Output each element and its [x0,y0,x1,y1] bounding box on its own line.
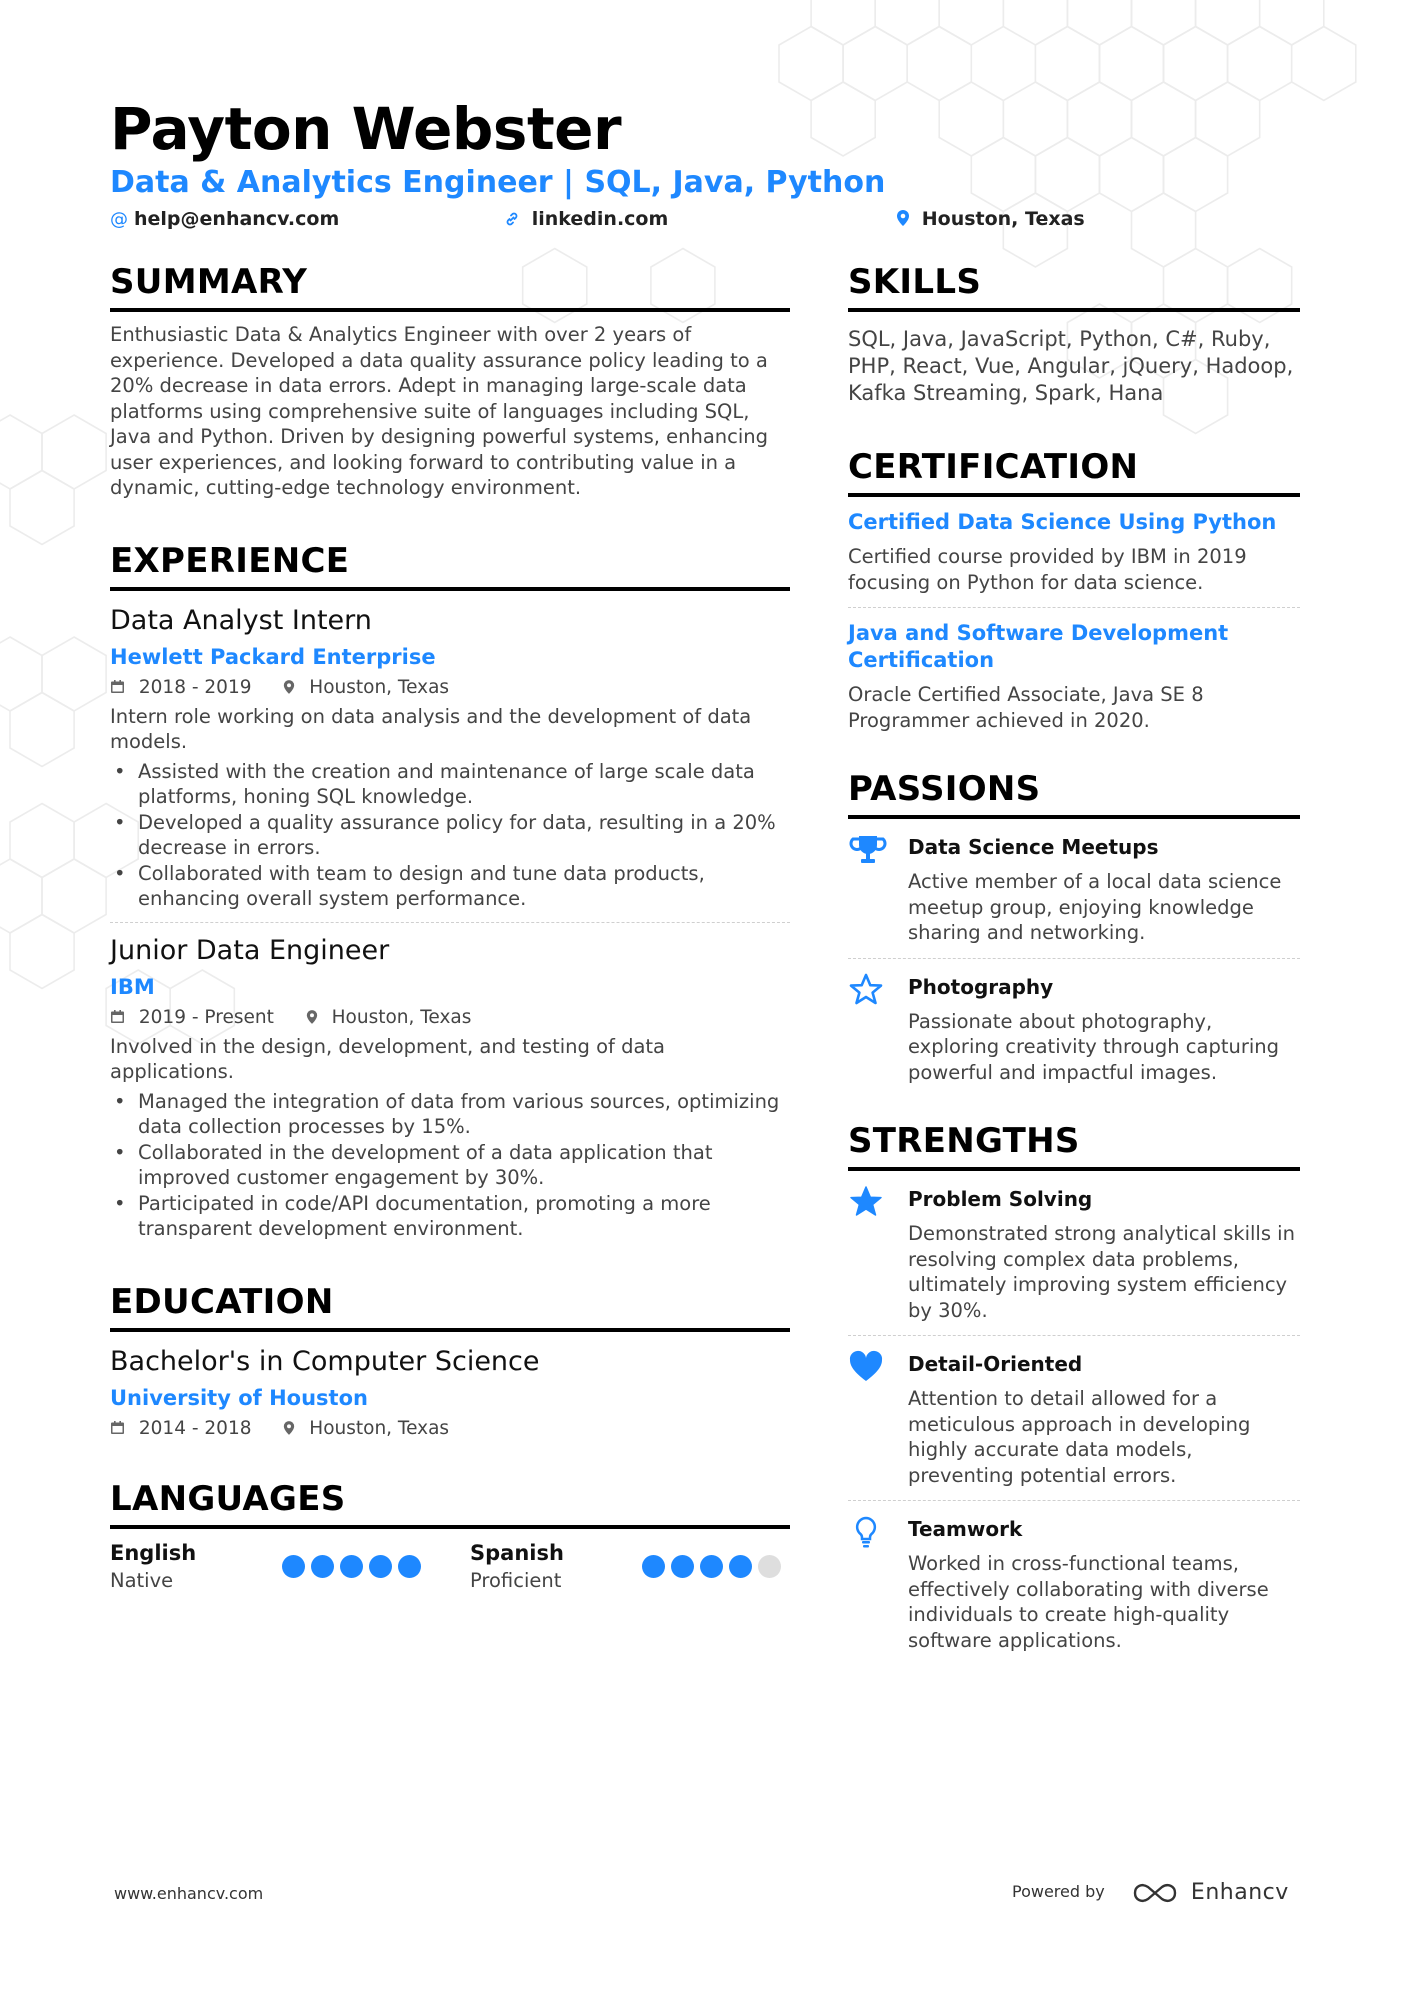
passion-description: Passionate about photography, exploring creativity through capturing powerful and impactful images. [908,1009,1279,1084]
language-name: English [110,1540,197,1565]
rating-dot-filled [642,1555,665,1578]
certification-title: Certified Data Science Using Python [848,510,1277,534]
candidate-name: Payton Webster [110,95,622,163]
skills-section [848,262,1300,407]
at-icon: @ [110,209,128,230]
map-pin-icon [278,677,302,698]
job-description: Intern role working on data analysis and the development of data models. [110,704,752,753]
passions-heading: PASSIONS [848,769,1300,819]
strengths-heading: STRENGTHS [848,1121,1300,1171]
strength-description: Worked in cross-functional teams, effectively collaborating with diverse individuals to create high-quality software applications. [908,1552,1269,1652]
language-name: Spanish [470,1540,564,1565]
brand-name: Enhancv [1190,1880,1289,1905]
language-item [110,1541,450,1592]
job-dates: 2019 - Present [138,1006,274,1028]
calendar-icon [110,1007,131,1028]
job-location: Houston, Texas [331,1006,472,1028]
certification-item [848,509,1300,595]
entry-divider [848,1335,1300,1336]
rating-dot-filled [369,1555,392,1578]
strength-item [848,1350,1300,1488]
candidate-title: Data & Analytics Engineer | SQL, Java, Python [110,165,886,200]
strengths-section [848,1121,1300,1653]
education-dates: 2014 - 2018 [138,1417,252,1439]
strength-description: Attention to detail allowed for a meticulous approach in developing highly accurate data models, preventing potential errors. [908,1387,1251,1487]
star-outline-icon [848,973,888,1007]
entry-divider [848,1500,1300,1501]
contact-linkedin[interactable] [504,208,668,230]
company-name[interactable]: Hewlett Packard Enterprise [110,644,436,669]
location-text: Houston, Texas [921,208,1085,230]
linkedin-text: linkedin.com [531,208,669,230]
job-bullet: • Managed the integration of data from various sources, optimizing data collection processes by 15%. [110,1089,790,1140]
passion-item [848,973,1300,1086]
job-title: Data Analyst Intern [110,604,372,636]
rating-dot-filled [311,1555,334,1578]
passion-title: Data Science Meetups [908,835,1159,859]
job-location: Houston, Texas [309,676,450,698]
language-rating [642,1555,787,1582]
entry-divider [848,607,1300,608]
job-bullet: • Assisted with the creation and maintenance of large scale data platforms, honing SQL knowledge. [110,759,790,810]
summary-section [110,262,790,501]
certification-section [848,447,1300,733]
certification-item [848,620,1300,733]
education-heading: EDUCATION [110,1282,790,1332]
link-icon [504,209,526,230]
job-bullet: • Participated in code/API documentation, promoting a more transparent development environment. [110,1191,790,1242]
job-entry [110,605,790,912]
email-text: help@enhancv.com [134,208,340,230]
certification-heading: CERTIFICATION [848,447,1300,497]
languages-section [110,1479,790,1601]
rating-dot-filled [671,1555,694,1578]
skills-heading: SKILLS [848,262,1300,312]
powered-by-label: Powered by [1012,1882,1105,1901]
job-bullets [110,1089,790,1242]
education-section [110,1282,790,1439]
lightbulb-icon [848,1515,888,1549]
passion-title: Photography [908,974,1054,999]
contact-bar [0,208,1410,236]
passion-description: Active member of a local data science meetup group, enjoying knowledge sharing and networking. [908,870,1282,944]
degree-title: Bachelor's in Computer Science [110,1345,540,1377]
certification-description: Oracle Certified Associate, Java SE 8 Programmer achieved in 2020. [848,683,1204,732]
skills-list: SQL, Java, JavaScript, Python, C#, Ruby, PHP, React, Vue, Angular, jQuery, Hadoop, Kafka Streaming, Spark, Hana [848,327,1294,405]
map-pin-icon [896,209,916,230]
rating-dot-filled [282,1555,305,1578]
job-bullets [110,759,790,912]
experience-heading: EXPERIENCE [110,541,790,591]
rating-dot-filled [729,1555,752,1578]
job-meta [110,1007,790,1028]
contact-email[interactable] [110,208,339,230]
contact-location [896,208,1085,230]
strength-title: Problem Solving [908,1187,1093,1211]
map-pin-icon [300,1007,324,1028]
strength-title: Detail-Oriented [908,1352,1083,1376]
languages-heading: LANGUAGES [110,1479,790,1529]
calendar-icon [110,1418,131,1439]
footer-branding[interactable] [1012,1880,1289,1905]
summary-heading: SUMMARY [110,262,790,312]
trophy-icon [848,833,888,867]
strength-item [848,1185,1300,1323]
enhancv-logo-icon [1132,1881,1178,1905]
job-entry [110,935,790,1242]
map-pin-icon [278,1418,302,1439]
heart-icon [848,1350,888,1384]
job-title: Junior Data Engineer [110,934,390,966]
star-filled-icon [848,1185,888,1219]
languages-row [110,1541,790,1601]
summary-text: Enthusiastic Data & Analytics Engineer with over 2 years of experience. Developed a data quality assurance policy leading to a 20% decrease in data errors. Adept in managing large-scale data platforms using comprehensive suite of languages including SQL, Java and Python. Driven by designing powerful systems, enhancing user experiences, and looking forward to contributing value in a dynamic, cutting-edge technology environment. [110,323,769,499]
entry-divider [848,958,1300,959]
certification-title: Java and Software Development Certification [848,621,1229,672]
strength-title: Teamwork [908,1517,1023,1541]
strength-item [848,1515,1300,1653]
job-meta [110,677,790,698]
left-column [110,262,790,1601]
experience-section [110,541,790,1242]
job-description: Involved in the design, development, and testing of data applications. [110,1034,666,1083]
certification-description: Certified course provided by IBM in 2019 focusing on Python for data science. [848,545,1247,594]
passions-section [848,769,1300,1085]
language-level: Native [110,1568,174,1592]
rating-dot-filled [700,1555,723,1578]
job-bullet: • Developed a quality assurance policy for data, resulting in a 20% decrease in errors. [110,810,790,861]
strength-description: Demonstrated strong analytical skills in resolving complex data problems, ultimately improving system efficiency by 30%. [908,1222,1295,1322]
entry-divider [110,922,790,923]
rating-dot-filled [340,1555,363,1578]
job-bullet: • Collaborated with team to design and tune data products, enhancing overall system performance. [110,861,790,912]
job-bullet: • Collaborated in the development of a data application that improved customer engagement by 30%. [110,1140,790,1191]
company-name[interactable]: IBM [110,974,155,999]
language-rating [282,1555,427,1582]
footer-website[interactable]: www.enhancv.com [114,1884,264,1903]
education-meta [110,1418,790,1439]
job-dates: 2018 - 2019 [138,676,252,698]
rating-dot-filled [398,1555,421,1578]
school-name[interactable]: University of Houston [110,1385,368,1410]
language-level: Proficient [470,1568,562,1592]
calendar-icon [110,677,131,698]
rating-dot-empty [758,1555,781,1578]
education-location: Houston, Texas [309,1417,450,1439]
right-column [848,262,1300,1653]
passion-item [848,833,1300,946]
language-item [470,1541,810,1592]
